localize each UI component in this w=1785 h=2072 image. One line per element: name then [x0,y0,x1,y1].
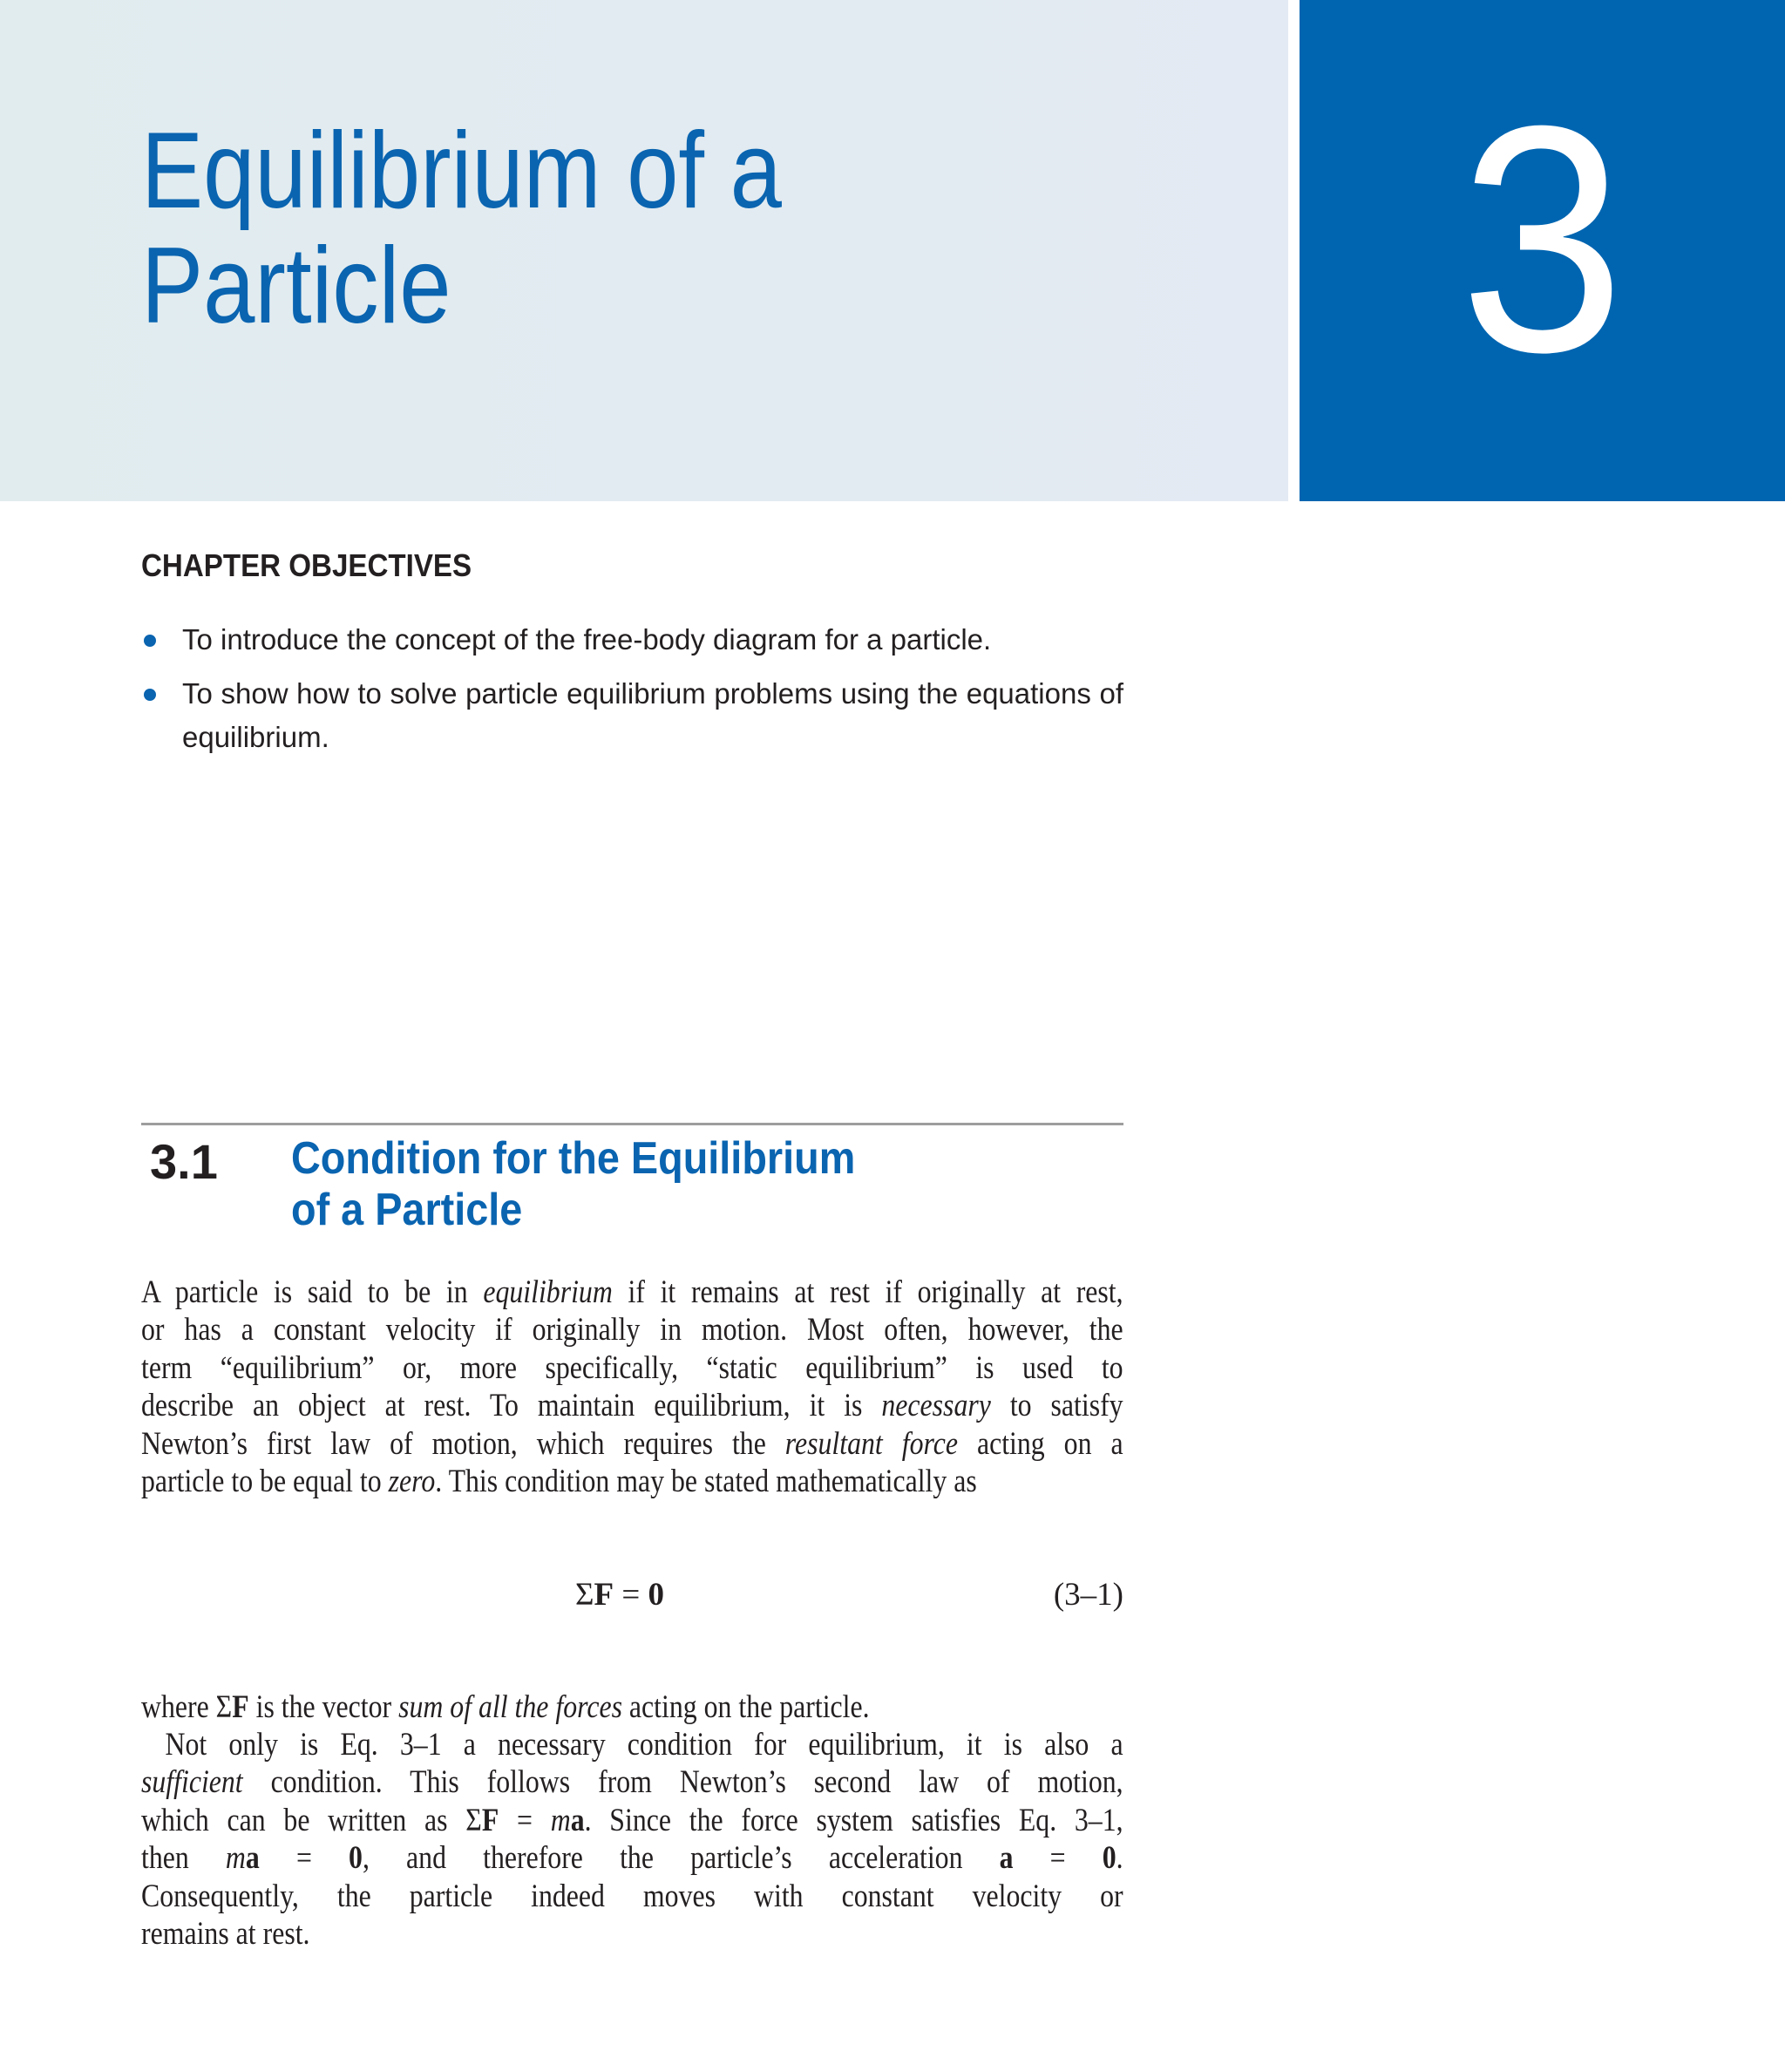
chapter-title [141,111,782,346]
bullet-icon [144,635,156,647]
text-segment: . This condition may be stated mathematically as [435,1463,977,1499]
text-segment: , and therefore the particle’s acceleration [362,1840,1000,1877]
text-segment: then [141,1840,226,1877]
text-segment: or has a constant velocity if originally in motion. Most often, however, the [141,1312,1123,1348]
text-line [141,1311,1123,1348]
text-segment: A particle is said to be in [141,1274,484,1310]
objective-text: To introduce the concept of the free-body diagram for a particle. [182,623,992,656]
text-segment: resultant force [784,1425,958,1462]
text-segment: Consequently, the particle indeed moves with constant velocity or [141,1878,1123,1914]
text-segment: = [499,1802,551,1838]
text-segment: = [1013,1840,1103,1877]
section-title-line-2: of a Particle [291,1185,523,1235]
equation [575,1576,664,1613]
force-symbol: F [594,1577,614,1613]
text-segment: . [1116,1840,1123,1877]
text-segment: describe an object at rest. To maintain equilibrium, it is [141,1388,882,1424]
paragraph-equilibrium-definition [141,1274,1283,1500]
chapter-title-panel [0,0,1288,501]
text-segment: remains at rest. [141,1915,310,1952]
text-line [141,1839,1123,1877]
text-segment: zero [388,1463,436,1499]
text-line [141,1878,1123,1915]
text-segment: equilibrium [483,1274,613,1310]
text-segment: is the vector [248,1689,399,1725]
chapter-title-line-2: Particle [141,226,451,346]
paragraph-sufficient-condition [141,1726,1283,1953]
text-segment: 0 [349,1840,363,1877]
text-segment: m [225,1840,246,1877]
text-line [141,1688,1123,1726]
text-segment: a [570,1802,585,1838]
text-line [141,1387,1123,1424]
text-line [141,1802,1123,1839]
text-segment: sum of all the forces [398,1689,622,1725]
text-segment: 0 [1102,1840,1116,1877]
bullet-icon [144,689,156,701]
section-title-line-1: Condition for the Equilibrium [291,1133,856,1184]
equals-sign: = [614,1577,648,1613]
text-line [141,1463,1123,1500]
text-segment: a [245,1840,260,1877]
objective-text: To show how to solve particle equilibrium problems using the equations of equilibrium. [182,677,1123,753]
section-divider [141,1123,1123,1125]
equation-number: (3–1) [1053,1577,1123,1613]
text-segment: . Since the force system satisfies Eq. 3–1, [584,1802,1123,1838]
text-segment: Not only is Eq. 3–1 a necessary condition for equilibrium, it is also a [165,1727,1123,1763]
text-segment: sufficient [141,1764,243,1801]
text-line [141,1425,1123,1463]
text-segment: acting on a [957,1425,1123,1462]
chapter-number: 3 [1459,59,1626,419]
text-segment: Newton’s first law of motion, which requires the [141,1425,785,1462]
text-segment: particle to be equal to [141,1463,389,1499]
text-segment: acting on the particle. [621,1689,870,1725]
text-line [141,1763,1123,1801]
paragraph-where [141,1688,1283,1726]
text-segment: which can be written as Σ [141,1802,482,1838]
sigma-symbol: Σ [575,1577,594,1613]
text-segment: = [259,1840,350,1877]
objectives-heading: CHAPTER OBJECTIVES [141,547,472,583]
text-segment: term “equilibrium” or, more specifically, “static equilibrium” is used to [141,1349,1123,1386]
text-segment: F [232,1689,249,1725]
text-line [141,1726,1123,1763]
section-number: 3.1 [150,1134,218,1189]
zero-vector: 0 [648,1577,665,1613]
chapter-number-box [1300,0,1785,501]
text-line [141,1274,1123,1311]
text-segment: F [481,1802,499,1838]
section-title [291,1133,855,1236]
text-segment: m [550,1802,571,1838]
text-segment: to satisfy [990,1388,1123,1424]
text-segment: a [999,1840,1014,1877]
text-segment: necessary [881,1388,991,1424]
text-line [141,1349,1123,1387]
text-segment: condition. This follows from Newton’s second law of motion, [242,1764,1123,1801]
text-segment: if it remains at rest if originally at rest, [612,1274,1123,1310]
text-line [141,1915,1123,1953]
chapter-title-line-1: Equilibrium of a [141,111,782,231]
text-segment: where Σ [141,1689,233,1725]
